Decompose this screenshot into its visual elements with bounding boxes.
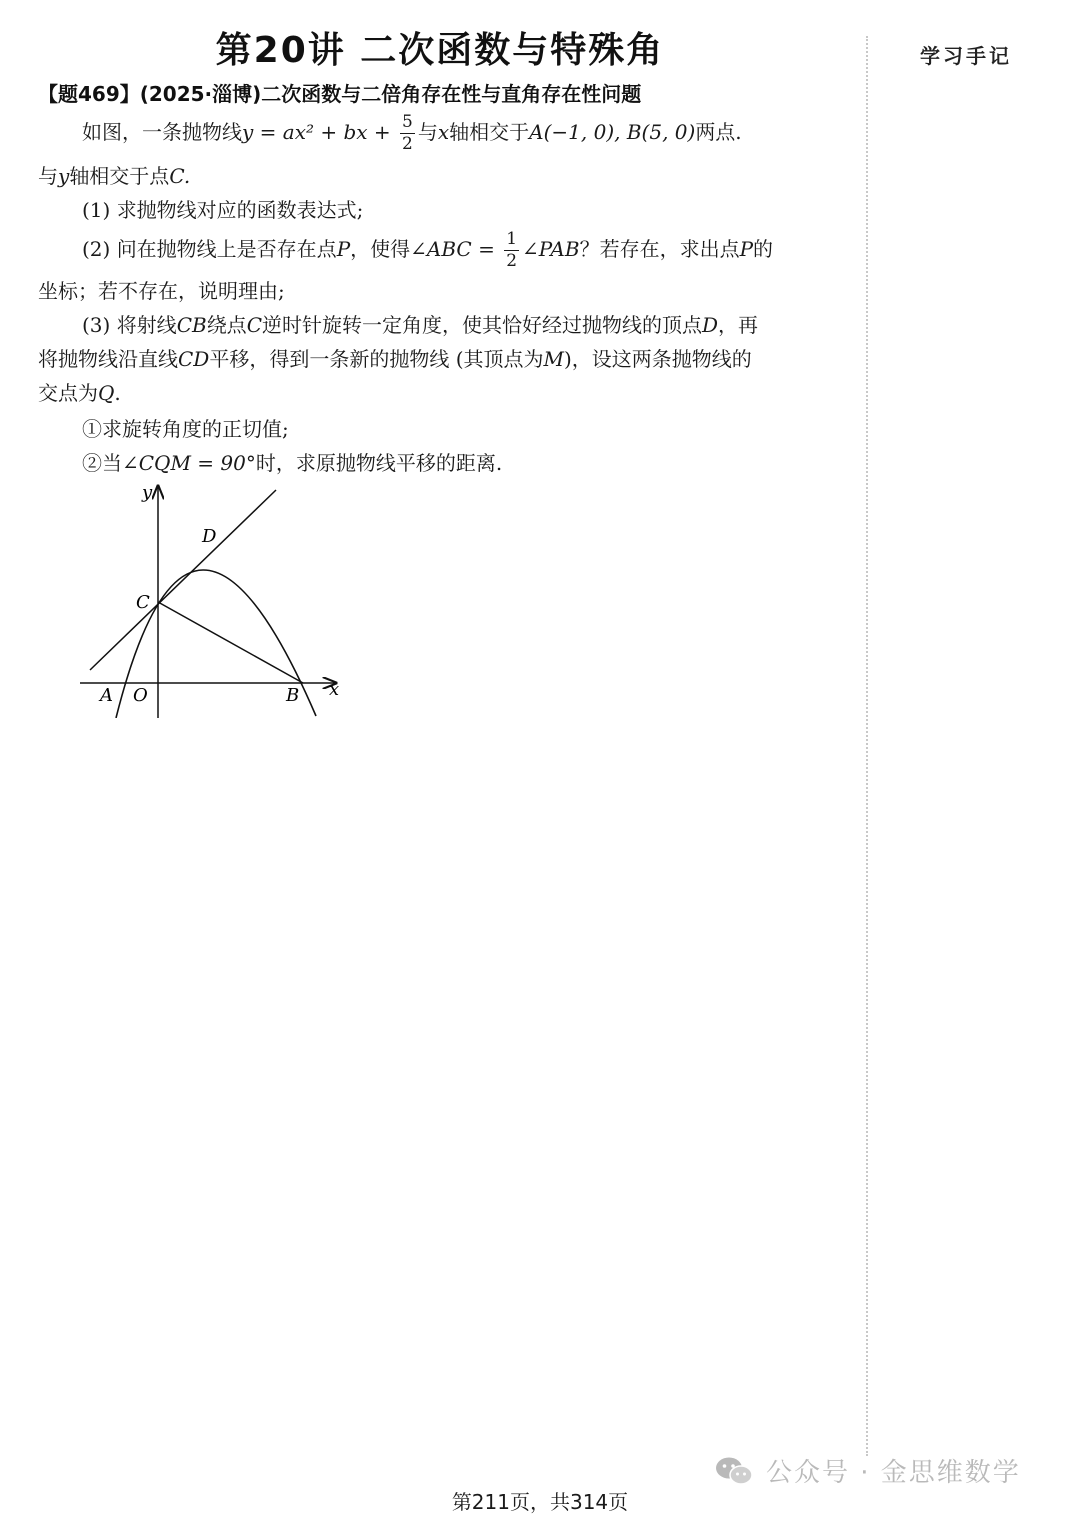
label-x: x (329, 679, 340, 700)
ray-cb-label: CB (176, 313, 207, 337)
question-2-line-2: 坐标；若不存在，说明理由; (38, 279, 285, 303)
intro-text: 轴相交于点 (69, 164, 170, 188)
label-y: y (142, 482, 153, 503)
sub-question-2 (38, 446, 850, 480)
y-variable: y (58, 164, 70, 188)
point-q-label: Q (98, 381, 115, 405)
angle-pab: ∠PAB (522, 237, 580, 261)
problem-body (38, 114, 850, 480)
question-text: 逆时针旋转一定角度，使其恰好经过抛物线的顶点 (262, 313, 702, 337)
line-cd-label: CD (178, 347, 210, 371)
point-d-label: D (702, 313, 719, 337)
question-text: ，使得 (350, 237, 411, 261)
question-text: 时，求原抛物线平移的距离. (255, 451, 503, 475)
intro-text: 轴相交于 (449, 120, 530, 144)
intro-text: 与 (38, 164, 58, 188)
point-c-label: C. (169, 164, 191, 188)
equation-terms: = ax² + bx + (253, 120, 398, 144)
point-b-coords: B(5, 0) (626, 120, 696, 144)
intro-line-1 (38, 114, 850, 153)
point-p-label: P (739, 237, 754, 261)
wechat-icon (714, 1455, 754, 1487)
fraction-five-halves (400, 114, 415, 153)
angle-abc: ∠ABC (410, 237, 472, 261)
sub-question-1: ①求旋转角度的正切值; (82, 417, 289, 441)
question-text: 的 (753, 237, 774, 261)
page-number-footer: 第211页，共314页 (451, 1490, 629, 1514)
point-p-label: P (336, 237, 351, 261)
question-text: 将抛物线沿直线 (38, 347, 178, 371)
problem-source: (2025·淄博) (139, 82, 262, 106)
point-c-label: C (246, 313, 262, 337)
label-o: O (133, 685, 148, 706)
question-text: 平移，得到一条新的抛物线 (其顶点为 (209, 347, 544, 371)
equals-sign: = (471, 237, 502, 261)
label-d: D (202, 526, 217, 547)
label-b: B (286, 685, 300, 706)
line-cd (90, 490, 276, 670)
question-1: (1) 求抛物线对应的函数表达式; (82, 198, 364, 222)
question-3-line-3 (38, 376, 850, 410)
side-note-label: 学习手记 (920, 44, 1012, 68)
question-2-line-1 (38, 231, 850, 270)
intro-text: 与 (417, 120, 438, 144)
label-c: C (136, 592, 150, 613)
question-text: ，再 (718, 313, 759, 337)
watermark-text: 公众号 · 金思维数学 (766, 1458, 1021, 1488)
question-text: 绕点 (206, 313, 247, 337)
question-3-line-1 (38, 308, 850, 342)
label-a: A (100, 685, 113, 706)
intro-line-2 (38, 159, 850, 193)
equation-var-y: y (242, 120, 254, 144)
fraction-denominator: 2 (402, 134, 413, 154)
problem-number: 【题469】 (38, 82, 140, 106)
x-variable: x (437, 120, 450, 144)
fraction-numerator: 5 (402, 112, 413, 132)
point-a-coords: A(−1, 0), (529, 120, 621, 144)
question-text: 交点为 (38, 381, 98, 405)
parabola-figure (78, 478, 358, 718)
page-title: 第20讲 二次函数与特殊角 (215, 30, 665, 71)
intro-text: 如图，一条抛物线 (82, 120, 242, 144)
question-text: ②当 (82, 451, 122, 475)
intro-text: 两点. (695, 120, 742, 144)
watermark (714, 1452, 1021, 1489)
angle-cqm: ∠CQM = 90° (122, 451, 256, 475)
point-m-label: M (543, 347, 564, 371)
problem-header (38, 78, 641, 107)
question-text: (3) 将射线 (82, 313, 177, 337)
question-text: )，设这两条抛物线的 (564, 347, 752, 371)
margin-divider (866, 36, 868, 1456)
fraction-denominator: 2 (506, 251, 518, 271)
question-3-line-2 (38, 342, 850, 376)
fraction-numerator: 1 (506, 229, 518, 249)
question-text: ？若存在，求出点 (579, 237, 740, 261)
question-text: (2) 问在抛物线上是否存在点 (82, 237, 337, 261)
problem-topic: 二次函数与二倍角存在性与直角存在性问题 (261, 82, 642, 106)
segment-cb (158, 602, 303, 683)
question-text: . (114, 381, 121, 405)
fraction-one-half (504, 231, 519, 270)
